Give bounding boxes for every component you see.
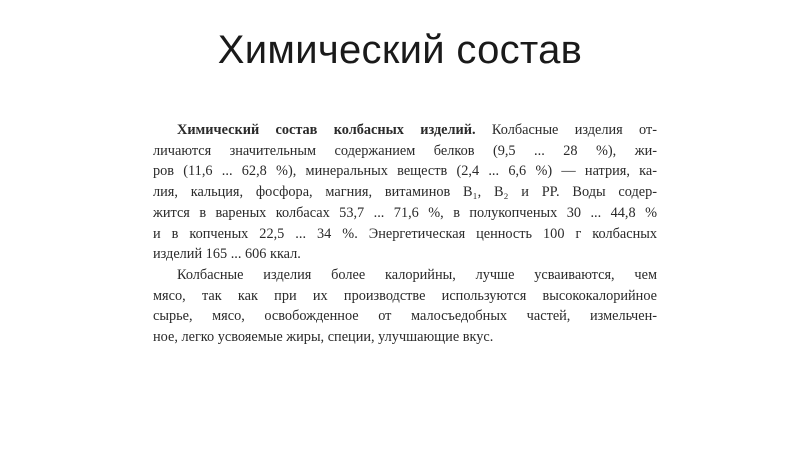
scanned-text-block bbox=[153, 120, 657, 348]
text-line: изделий 165 ... 606 ккал. bbox=[153, 246, 301, 263]
text-line: мясо, так как при их производстве используются высококалорийное bbox=[153, 287, 657, 304]
text-line: ное, легко усвояемые жиры, специи, улучшающие вкус. bbox=[153, 329, 494, 346]
text-line: и в копченых 22,5 ... 34 %. Энергетическая ценность 100 г колбасных bbox=[153, 225, 657, 242]
text-line: сырье, мясо, освобожденное от малосъедобных частей, измельчен- bbox=[153, 308, 657, 325]
text-line: ров (11,6 ... 62,8 %), минеральных веществ (2,4 ... 6,6 %) — натрия, ка- bbox=[153, 163, 657, 180]
slide-title: Химический состав bbox=[217, 28, 583, 72]
text-line: жится в вареных колбасах 53,7 ... 71,6 %, в полукопченых 30 ... 44,8 % bbox=[153, 204, 657, 221]
section-heading: Химический состав колбасных изделий. bbox=[177, 122, 476, 138]
text-line-content: Колбасные изделия от- bbox=[475, 122, 658, 138]
text-line bbox=[153, 120, 657, 141]
text-line: личаются значительным содержанием белков (9,5 ... 28 %), жи- bbox=[153, 142, 657, 159]
text-line: Колбасные изделия более калорийны, лучше усваиваются, чем bbox=[177, 266, 657, 283]
text-line: лия, кальция, фосфора, магния, витаминов B₁, B₂ и PP. Воды содер- bbox=[153, 184, 657, 201]
